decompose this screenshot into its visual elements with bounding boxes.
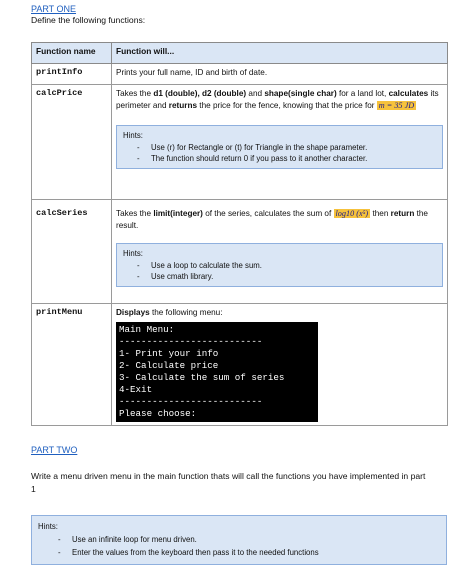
part-two-text: Write a menu driven menu in the main function thats will call the functions you have implemented in part 1 [31,471,426,494]
function-desc-calcseries [112,200,448,304]
part-two-hints-title: Hints: [38,522,58,531]
menu-console-output: Main Menu: -------------------------- 1- Print your info 2- Calculate price 3- Calculate the sum of series 4-Exit -------------------------- Please choose: [116,322,318,422]
calcprice-text-1: Takes the [116,89,154,98]
function-name-printmenu: printMenu [32,304,112,426]
part-two-hints-box [31,515,447,565]
printmenu-text: the following menu: [149,308,223,317]
calcseries-return: return [390,209,415,218]
table-row [32,200,448,304]
part-two-hint-item: - Enter the values from the keyboard then pass it to the needed functions [72,546,440,559]
table-header-row [32,43,448,64]
calcseries-hints-box [116,243,443,287]
function-name-calcseries: calcSeries [32,200,112,304]
part-two-heading: PART TWO [31,445,78,455]
part-one-heading: PART ONE [31,4,77,14]
calcprice-text-4: its perimeter and [116,89,439,110]
function-name-calcprice: calcPrice [32,85,112,200]
functions-table [31,42,448,426]
header-function-will: Function will... [112,43,448,64]
calcprice-text-2: and [246,89,265,98]
calcprice-returns: returns [168,100,198,110]
function-desc-printmenu [112,304,448,426]
part-one-intro: Define the following functions: [31,15,146,25]
table-row [32,64,448,85]
table-row [32,85,448,200]
calcseries-param-limit: limit(integer) [153,209,203,218]
calcprice-hints-title: Hints: [123,131,143,140]
calcprice-hint-item: - The function should return 0 if you pass to it another character. [151,153,436,164]
calcprice-param-shape: shape(single char) [264,89,337,98]
calcseries-formula: log10 (x⁵) [335,209,369,218]
calcseries-text-1: Takes the [116,209,154,218]
function-desc-calcprice [112,85,448,200]
calcprice-params-d: d1 (double), d2 (double) [153,89,247,98]
header-function-name: Function name [32,43,112,64]
calcseries-hint-item: - Use a loop to calculate the sum. [151,260,436,271]
table-row [32,304,448,426]
calcseries-text-2: of the series, calculates the sum of [202,209,334,218]
calcseries-hints-title: Hints: [123,249,143,258]
calcprice-text-5: the price for the fence, knowing that the price for [197,100,377,110]
calcprice-hints-box [116,125,443,169]
function-name-printinfo: printInfo [32,64,112,85]
function-desc-printinfo: Prints your full name, ID and birth of date. [112,64,448,85]
calcprice-formula: m = 35 JD [378,100,415,110]
calcseries-text-4: the result. [116,209,428,230]
calcseries-text-3: then [370,209,391,218]
calcseries-hint-item: - Use cmath library. [151,271,436,282]
calcprice-text-3: for a land lot, [336,89,389,98]
calcprice-calculates: calculates [388,89,429,98]
calcprice-hint-item: - Use (r) for Rectangle or (t) for Triangle in the shape parameter. [151,142,436,153]
part-two-hint-item: - Use an infinite loop for menu driven. [72,533,440,546]
printmenu-displays: Displays [116,308,150,317]
